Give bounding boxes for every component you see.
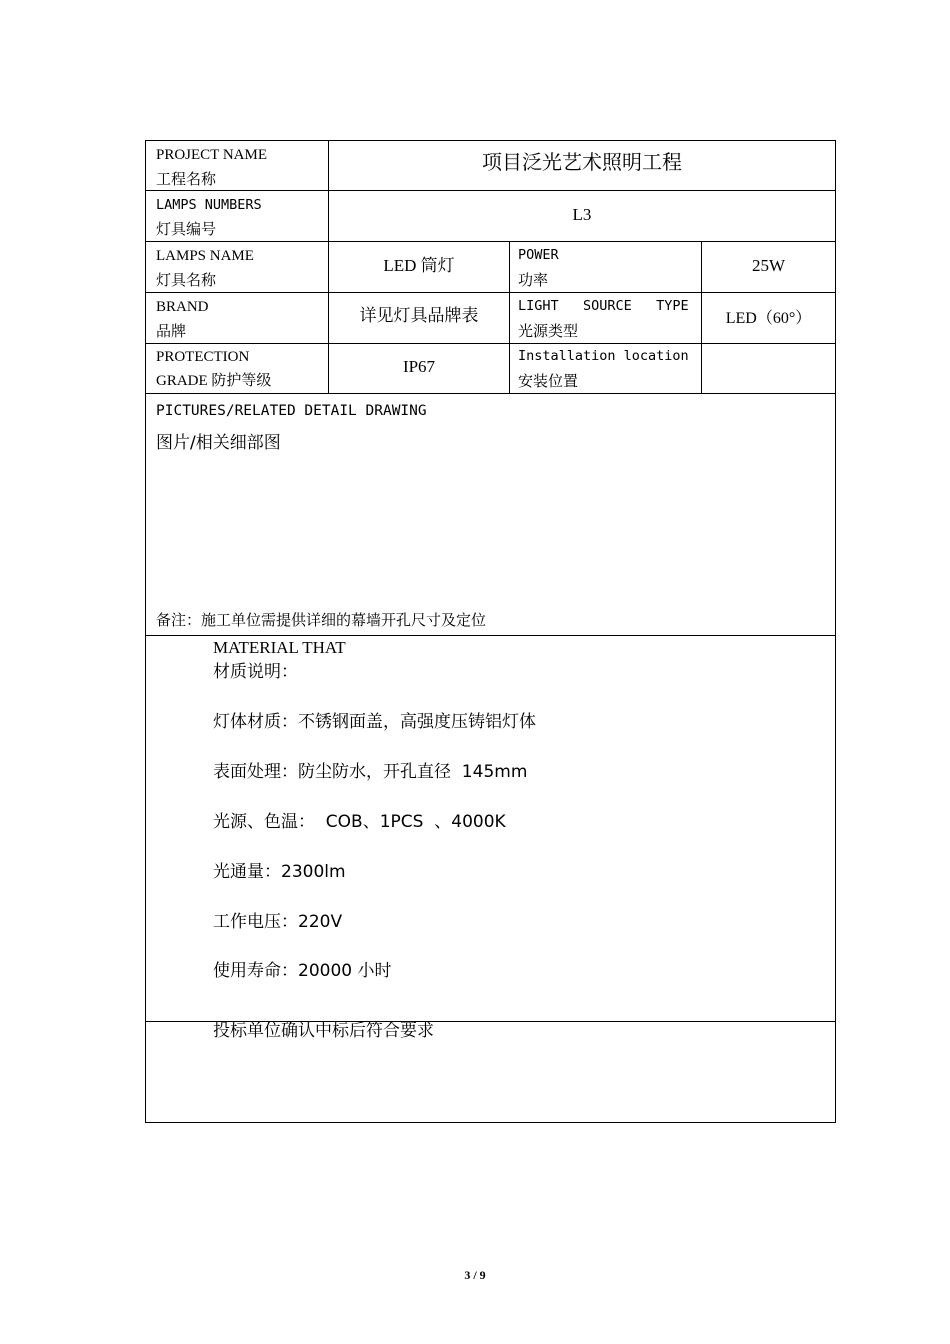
- row-divider: [146, 343, 835, 344]
- pictures-note: 备注：施工单位需提供详细的幕墙开孔尺寸及定位: [156, 611, 487, 629]
- project-label-cn: 工程名称: [156, 170, 217, 188]
- installation-label-cn: 安装位置: [518, 372, 579, 390]
- brand-label-cn: 品牌: [156, 322, 187, 340]
- material-line: 工作电压：220V: [213, 912, 343, 932]
- power-label-en: POWER: [518, 247, 559, 263]
- lamps-numbers-label-cn: 灯具编号: [156, 220, 217, 238]
- power-value: 25W: [751, 256, 786, 275]
- lamps-name-label-cn: 灯具名称: [156, 271, 217, 289]
- lamps-numbers-label-en: LAMPS NUMBERS: [156, 197, 262, 213]
- pictures-label-en: PICTURES/RELATED DETAIL DRAWING: [156, 403, 427, 419]
- material-line: 表面处理：防尘防水，开孔直径 145mm: [213, 762, 528, 782]
- lamps-number-value: L3: [572, 205, 592, 224]
- project-label-en: PROJECT NAME: [156, 147, 267, 163]
- protection-label-line2: GRADE 防护等级: [156, 373, 272, 389]
- lamps-name-label-en: LAMPS NAME: [156, 248, 254, 264]
- project-name-value: 项目泛光艺术照明工程: [482, 150, 682, 174]
- protection-value: IP67: [402, 357, 436, 376]
- installation-label-en: Installation location: [518, 348, 689, 364]
- power-label-cn: 功率: [518, 271, 549, 289]
- col-divider: [509, 241, 510, 393]
- light-source-label-en: LIGHT SOURCE TYPE: [518, 298, 689, 314]
- material-line: 灯体材质：不锈钢面盖，高强度压铸铝灯体: [213, 712, 536, 732]
- material-line: 光通量：2300lm: [213, 862, 346, 882]
- bidder-confirmation: 投标单位确认中标后符合要求: [213, 1021, 434, 1041]
- row-divider: [146, 241, 835, 242]
- light-source-value: LED（60°）: [725, 310, 812, 327]
- brand-value: 详见灯具品牌表: [359, 306, 479, 326]
- row-divider: [146, 190, 835, 191]
- row-divider: [146, 393, 835, 394]
- pictures-label-cn: 图片/相关细部图: [156, 433, 281, 453]
- material-title-en: MATERIAL THAT: [213, 638, 346, 657]
- page-number: 3 / 9: [464, 1268, 486, 1282]
- material-title-cn: 材质说明：: [213, 662, 298, 682]
- row-divider: [146, 292, 835, 293]
- material-line: 使用寿命：20000 小时: [213, 961, 392, 981]
- protection-label-en: PROTECTION: [156, 349, 250, 365]
- spec-table: [145, 140, 836, 1123]
- light-source-label-cn: 光源类型: [518, 322, 579, 340]
- material-line: 光源、色温： COB、1PCS 、4000K: [213, 812, 506, 832]
- lamps-name-value: LED 筒灯: [383, 256, 455, 275]
- brand-label-en: BRAND: [156, 299, 209, 315]
- row-divider: [146, 635, 835, 636]
